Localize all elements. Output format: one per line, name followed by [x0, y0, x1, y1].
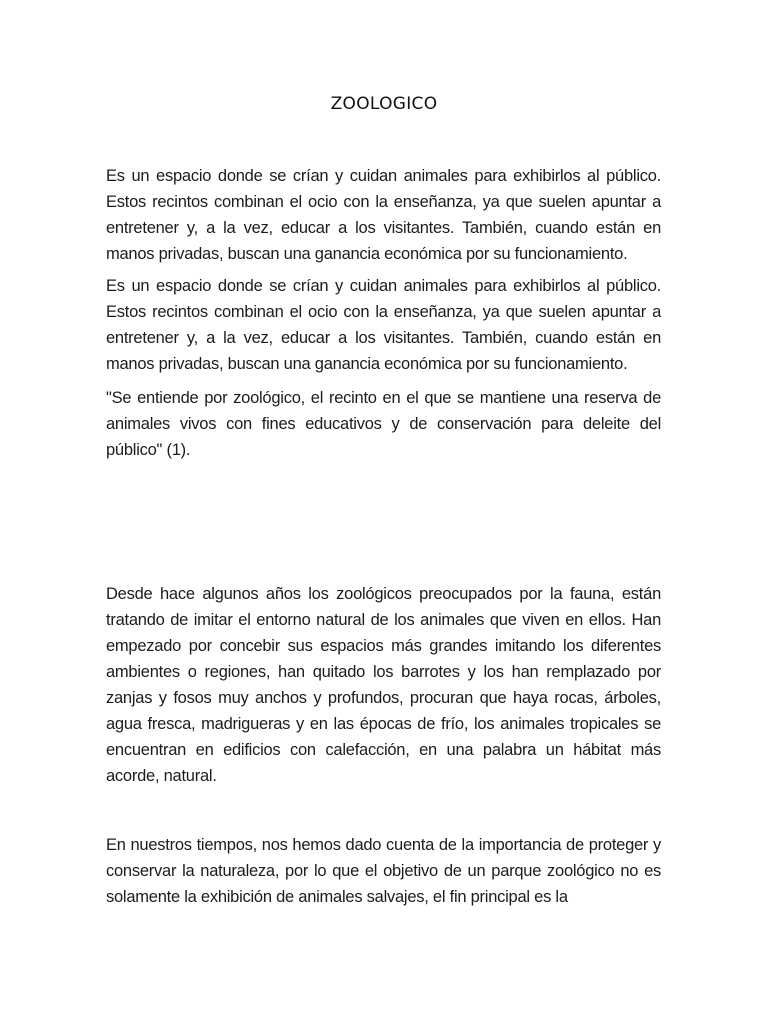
document-title: ZOOLOGICO — [330, 94, 438, 114]
paragraph-natural-habitat: Desde hace algunos años los zoológicos preocupados por la fauna, están tratando de imitar el entorno natural de los animales que viven en ellos. Han empezado por concebir sus espacios más grandes imitando los diferentes ambientes o regiones, han quitado los barrotes y los han remplazado por zanjas y fosos muy anchos y profundos, procuran que haya rocas, árboles, agua fresca, madrigueras y en las épocas de frío, los animales tropicales se encuentran en edificios con calefacción, en una palabra un hábitat más acorde, natural. — [106, 585, 661, 785]
paragraph-definition: Es un espacio donde se crían y cuidan animales para exhibirlos al público. Estos recintos combinan el ocio con la enseñanza, ya que suelen apuntar a entretener y, a la vez, educar a los visitantes. También, cuando están en manos privadas, buscan una ganancia económica por su funcionamiento. — [106, 167, 661, 263]
paragraph-quote: "Se entiende por zoológico, el recinto en el que se mantiene una reserva de animales vivos con fines educativos y de conservación para deleite del público" (1). — [106, 389, 661, 459]
paragraph-definition-repeat: Es un espacio donde se crían y cuidan animales para exhibirlos al público. Estos recintos combinan el ocio con la enseñanza, ya que suelen apuntar a entretener y, a la vez, educar a los visitantes. También, cuando están en manos privadas, buscan una ganancia económica por su funcionamiento. — [106, 277, 661, 373]
paragraph-conservation: En nuestros tiempos, nos hemos dado cuenta de la importancia de proteger y conservar la naturaleza, por lo que el objetivo de un parque zoológico no es solamente la exhibición de animales salvajes, el fin principal es la — [106, 836, 661, 906]
